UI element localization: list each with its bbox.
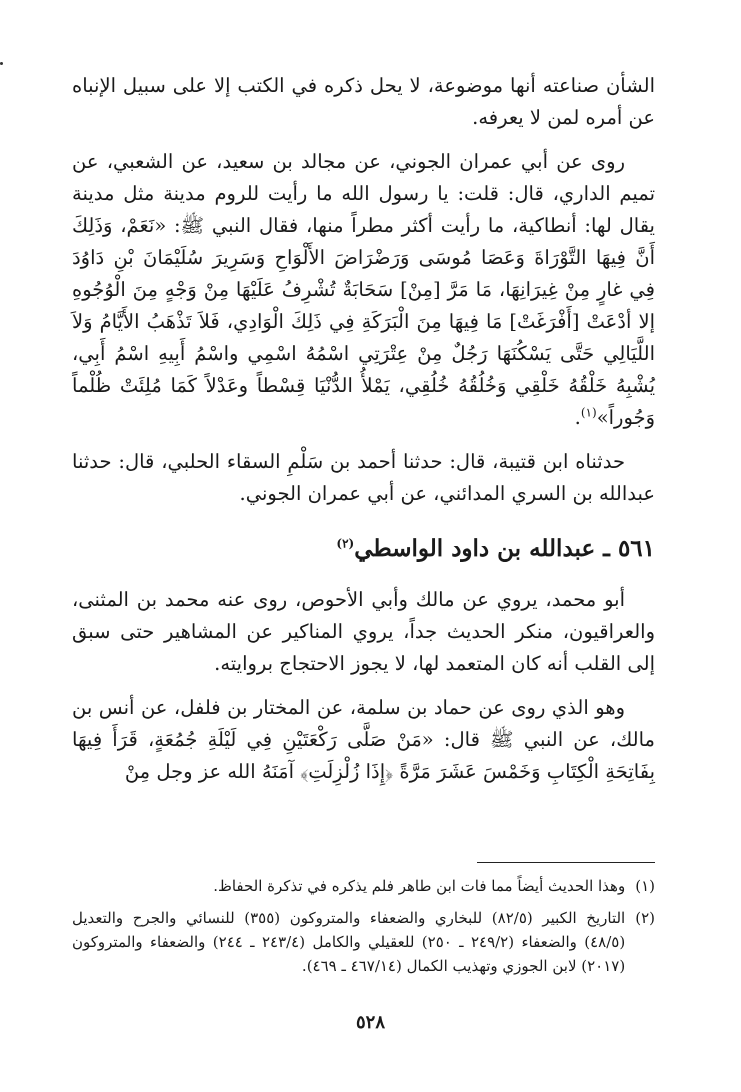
- hadith-text: روى عن أبي عمران الجوني، عن مجالد بن سعيد، عن الشعبي، عن تميم الداري، قال: قلت: يا رسول الله ما رأيت للروم مدينة مثل مدينة يقال لها: أنطاكية، ما رأيت أكثر مطراً منها، فقال النبي ﷺ: «نَعَمْ، وَذَلِكَ أَنَّ فِيهَا التَّوْرَاةَ وَعَصَا مُوسَى وَرَضْرَاضَ الأَلْوَاحِ وَسَرِيرَ سُلَيْمَانَ بْنِ دَاوُدَ فِي غارٍ مِنْ غِيرَانِهَا، مَا مَرَّ [مِنْ] سَحَابَةٌ تُشْرِفُ عَلَيْهَا مِنْ وَجْهٍ مِنَ الْوُجُوهِ إلا أدْعَتْ [أَفْرَغَتْ] مَا فِيهَا مِنَ الْبَرَكَةِ فِي ذَلِكَ الْوَادِي، فَلاَ تَذْهَبُ الأَيَّامُ وَلاَ اللَّيَالِي حَتَّى يَسْكُنَهَا رَجُلٌ مِنْ عِتْرَتِي اسْمُهُ اسْمِي واسْمُ أَبِيهِ اسْمُ أَبِي، يُشْبِهُ خَلْقُهُ خَلْقِي وَخُلُقُهُ خُلُقِي، يَمْلأُ الدُّنْيَا قِسْطاً وعَدْلاً كَمَا مُلِئَتْ ظُلْماً وَجُوراً»: [72, 150, 655, 429]
- footnote-ref-2[interactable]: (٢): [336, 536, 355, 551]
- footnote-ref-1[interactable]: (١): [580, 405, 597, 420]
- footnote-separator: [477, 862, 655, 863]
- paragraph-biography: أبو محمد، يروي عن مالك وأبي الأحوص، روى عنه محمد بن المثنى، والعراقيون، منكر الحديث جداً، يروي المناكير عن المشاهير حتى سبق إلى القلب أنه كان المتعمد لها، لا يجوز الاحتجاج بروايته.: [72, 588, 655, 675]
- footnotes: [72, 874, 655, 986]
- footnote-number: (١): [635, 877, 655, 895]
- footnote-number: (٢): [635, 909, 655, 927]
- hadith-end: .: [574, 406, 581, 429]
- footnote-2: [72, 906, 655, 978]
- paragraph-isnad: حدثناه ابن قتيبة، قال: حدثنا أحمد بن سَلْمِ السقاء الحلبي، قال: حدثنا عبدالله بن السري المدائني، عن أبي عمران الجوني.: [72, 450, 655, 505]
- main-text: [72, 70, 655, 800]
- margin-mark: [0, 62, 3, 65]
- footnote-1: [72, 874, 655, 898]
- paragraph-continuation: الشأن صناعته أنها موضوعة، لا يحل ذكره في الكتب إلا على سبيل الإنباه عن أمره لمن لا يعرفه.: [72, 74, 655, 129]
- paragraph-narration: وهو الذي روى عن حماد بن سلمة، عن المختار بن فلفل، عن أنس بن مالك، عن النبي ﷺ قال: «مَنْ صَلَّى رَكْعَتَيْنِ فِي لَيْلَةِ جُمُعَةٍ، قَرَأَ فِيهَا بِفَاتِحَةِ الْكِتَابِ وَخَمْسَ عَشَرَ مَرَّةً ﴿إِذَا زُلْزِلَتِ﴾ آمَنَهُ الله عز وجل مِنْ: [72, 696, 655, 783]
- paragraph-hadith: [72, 146, 655, 434]
- footnote-text: التاريخ الكبير (٨٢/٥) للبخاري والضعفاء والمتروكون (٣٥٥) للنسائي والجرح والتعديل (٤٨/٥) والضعفاء (٢٤٩/٢ ـ ٢٥٠) للعقيلي والكامل (٢٤٣/٤ ـ ٢٤٤) والضعفاء والمتروكون (٢٠١٧) لابن الجوزي وتهذيب الكمال (٤٦٧/١٤ ـ ٤٦٩).: [72, 909, 626, 975]
- entry-heading: [72, 532, 655, 566]
- entry-title: ٥٦١ ـ عبدالله بن داود الواسطي: [354, 535, 655, 562]
- page-number: ٥٢٨: [355, 1012, 385, 1033]
- footnote-text: وهذا الحديث أيضاً مما فات ابن طاهر فلم يذكره في تذكرة الحفاظ.: [213, 877, 626, 895]
